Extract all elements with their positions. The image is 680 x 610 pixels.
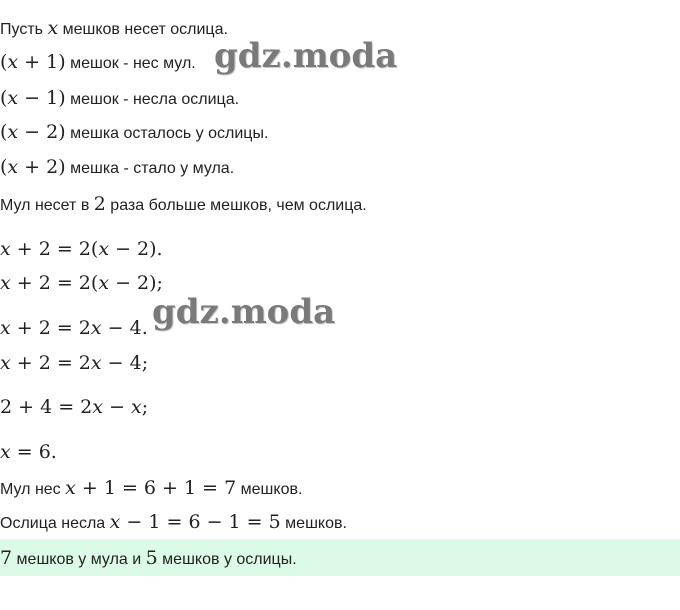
math: − 1) (18, 87, 66, 109)
text-line-4 (0, 120, 268, 146)
math: 7 (0, 547, 13, 569)
answer-line (0, 546, 297, 572)
math: + 2 = 2 (10, 352, 91, 374)
math-var: x (109, 511, 121, 533)
math-var: x (130, 396, 142, 418)
text: Пусть (0, 21, 48, 38)
text-line-5 (0, 155, 234, 181)
math-var: x (0, 272, 11, 294)
math: + 1) (18, 51, 66, 73)
text-line-2 (0, 50, 196, 76)
math: 2 (93, 193, 106, 215)
math: ( (0, 121, 8, 143)
math: − 2). (109, 238, 163, 260)
text-line-6 (0, 192, 367, 218)
result-line-1 (0, 476, 302, 502)
math-var: x (47, 17, 59, 39)
equation-2 (0, 270, 163, 296)
math-var: x (0, 317, 11, 339)
math: + 2 = 2 (10, 317, 91, 339)
equation-6 (0, 439, 57, 465)
equation-3 (0, 315, 148, 341)
math-var: x (65, 477, 76, 499)
text: мешков несет ослица. (58, 21, 228, 38)
text: Мул несет в (0, 197, 94, 214)
math: = 6. (10, 441, 57, 463)
math-var: x (92, 396, 103, 418)
text: мешков. (280, 515, 347, 532)
math-var: x (7, 51, 19, 73)
math-var: x (98, 238, 110, 260)
math-var: x (0, 441, 11, 463)
answer-box (0, 539, 680, 576)
math: 2 + 4 = 2 (0, 396, 93, 418)
math-var: x (90, 352, 102, 374)
watermark-logo: gdz.moda (214, 36, 398, 76)
math: − 2); (109, 272, 163, 294)
math: ; (141, 396, 149, 418)
text: мешок - несла ослица. (65, 91, 240, 108)
math-var: x (0, 352, 11, 374)
text: Ослица несла (0, 515, 110, 532)
math: ( (0, 51, 8, 73)
math: − 4; (101, 352, 149, 374)
math-var: x (7, 121, 19, 143)
math: + 2 = 2( (10, 238, 99, 260)
math: + 1 = 6 + 1 = 7 (75, 477, 237, 499)
text: мешок - нес мул. (65, 55, 196, 72)
watermark-logo: gdz.moda (152, 292, 336, 332)
math: − 4. (101, 317, 148, 339)
math-var: x (7, 156, 19, 178)
text: Мул нес (0, 481, 66, 498)
result-line-2 (0, 510, 347, 536)
math: + 2) (18, 156, 66, 178)
text: мешков. (236, 481, 303, 498)
math: 5 (145, 547, 158, 569)
text: мешков у ослицы. (157, 551, 297, 568)
text-line-1 (0, 16, 228, 42)
text: мешка - стало у мула. (65, 160, 235, 177)
math-var: x (0, 238, 11, 260)
text: мешков у мула и (12, 551, 146, 568)
math-var: x (7, 87, 19, 109)
text: раза больше мешков, чем ослица. (105, 197, 367, 214)
math: + 2 = 2( (10, 272, 99, 294)
math: − 2) (18, 121, 66, 143)
math: ( (0, 87, 8, 109)
equation-1 (0, 236, 163, 262)
math-var: x (90, 317, 102, 339)
text: мешка осталось у ослицы. (65, 125, 269, 142)
math-var: x (98, 272, 110, 294)
equation-5 (0, 394, 148, 420)
equation-4 (0, 350, 148, 376)
math: − 1 = 6 − 1 = 5 (120, 511, 281, 533)
math: − (102, 396, 131, 418)
text-line-3 (0, 86, 239, 112)
math: ( (0, 156, 8, 178)
